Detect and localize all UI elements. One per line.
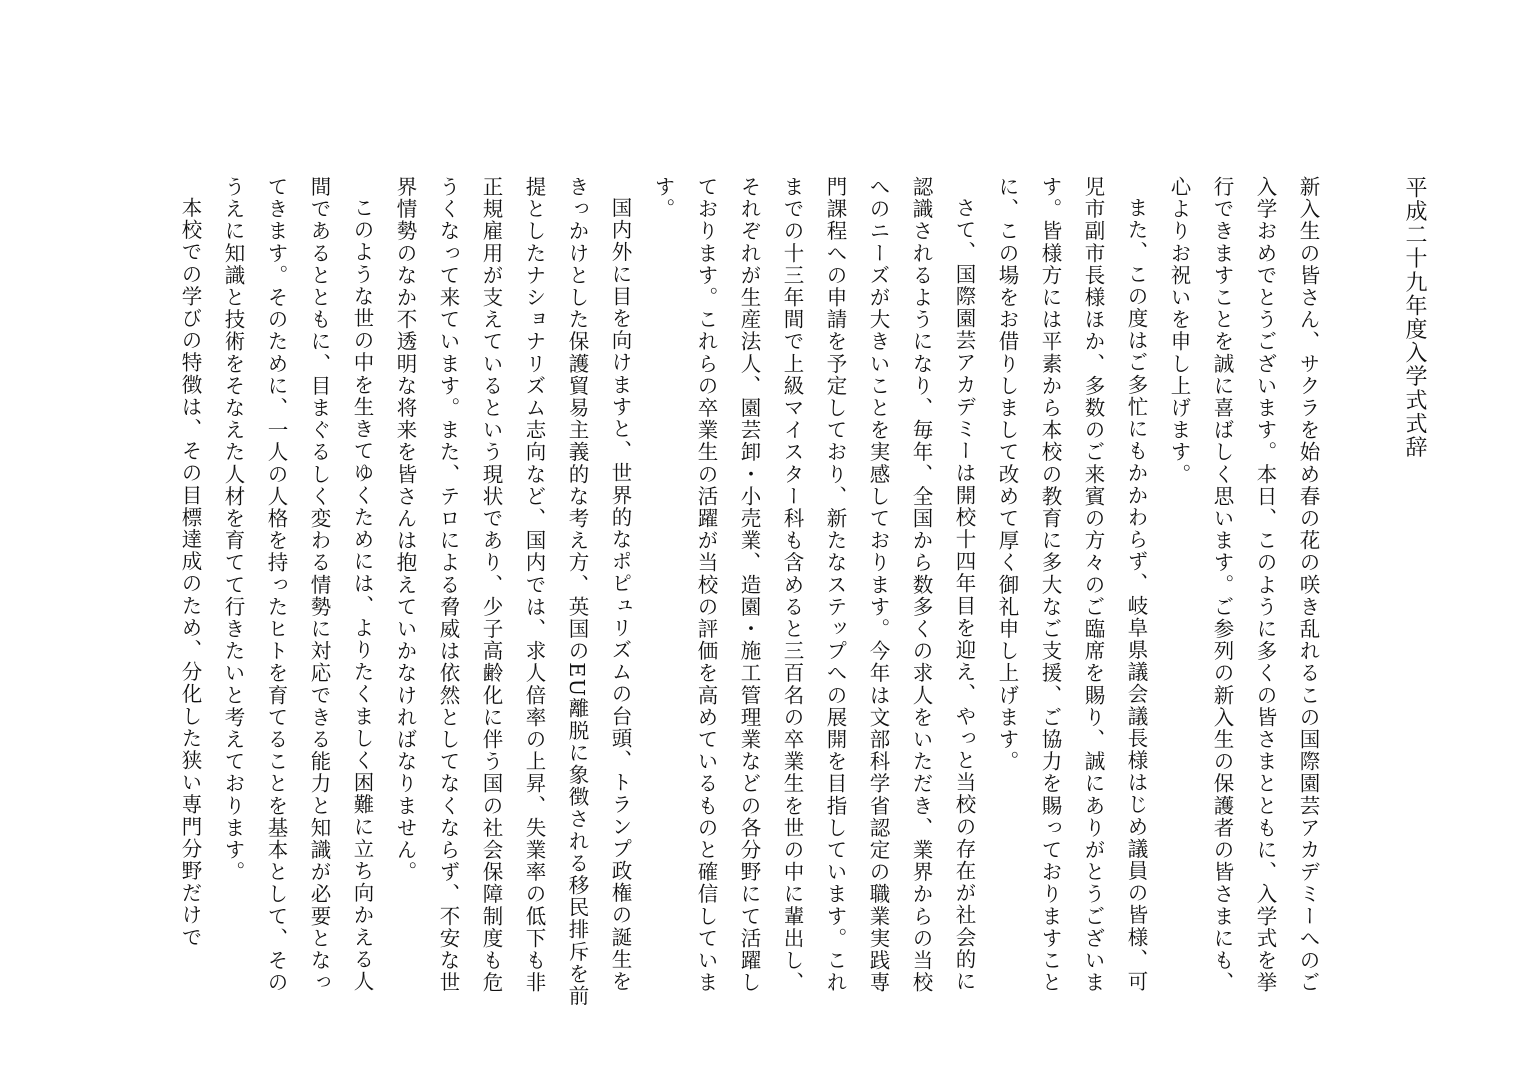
document-title: 平成二十九年度入学式式辞 — [1402, 176, 1427, 460]
paragraph-5: このような世の中を生きてゆくためには、よりたくましく困難に立ち向かえる人間であるとともに、目まぐるしく変わる情勢に対応できる能力と知識が必要となってきます。そのために、一人の人格を持ったヒトを育てることを基本として、そのうえに知識と技術をそなえた人材を育てて行きたいと考えております。 — [221, 176, 374, 994]
vertical-text-body — [168, 176, 1436, 1008]
paragraph-1: 新入生の皆さん、サクラを始め春の花の咲き乱れるこの国際園芸アカデミーへのご入学おめでとうございます。本日、このように多くの皆さまとともに、入学式を挙行できますことを誠に喜ばしく思います。ご参列の新入生の保護者の皆さまにも、心よりお祝いを申し上げます。 — [1167, 176, 1320, 994]
paragraph-4: 国内外に目を向けますと、世界的なポピュリズムの台頭、トランプ政権の誕生をきっかけとした保護貿易主義的な考え方、英国のEU離脱に象徴される移民排斥を前提としたナショナリズム志向など、国内では、求人倍率の上昇、失業率の低下も非正規雇用が支えているという現状であり、少子高齢化に伴う国の社会保障制度も危うくなって来ています。また、テロによる脅威は依然としてなくならず、不安な世界情勢のなか不透明な将来を皆さんは抱えていかなければなりません。 — [393, 176, 632, 1008]
paragraph-3: さて、国際園芸アカデミーは開校十四年目を迎え、やっと当校の存在が社会的に認識されるようになり、毎年、全国から数多くの求人をいただき、業界からの当校へのニーズが大きいことを実感しております。今年は文部科学省認定の職業実践専門課程への申請を予定しており、新たなステップへの展開を目指しています。これまでの十三年間で上級マイスター科も含めると三百名の卒業生を世の中に輩出し、それぞれが生産法人、園芸卸・小売業、造園・施工管理業などの各分野にて活躍しております。これらの卒業生の活躍が当校の評価を高めているものと確信しています。 — [651, 176, 976, 994]
paragraph-2: また、この度はご多忙にもかかわらず、岐阜県議会議長様はじめ議員の皆様、可児市副市長様ほか、多数のご来賓の方々のご臨席を賜り、誠にありがとうございます。皆様方には平素から本校の教育に多大なご支援、ご協力を賜っておりますことに、この場をお借りしまして改めて厚く御礼申し上げます。 — [995, 176, 1148, 994]
paragraph-6: 本校での学びの特徴は、その目標達成のため、分化した狭い専門分野だけで — [178, 196, 202, 948]
